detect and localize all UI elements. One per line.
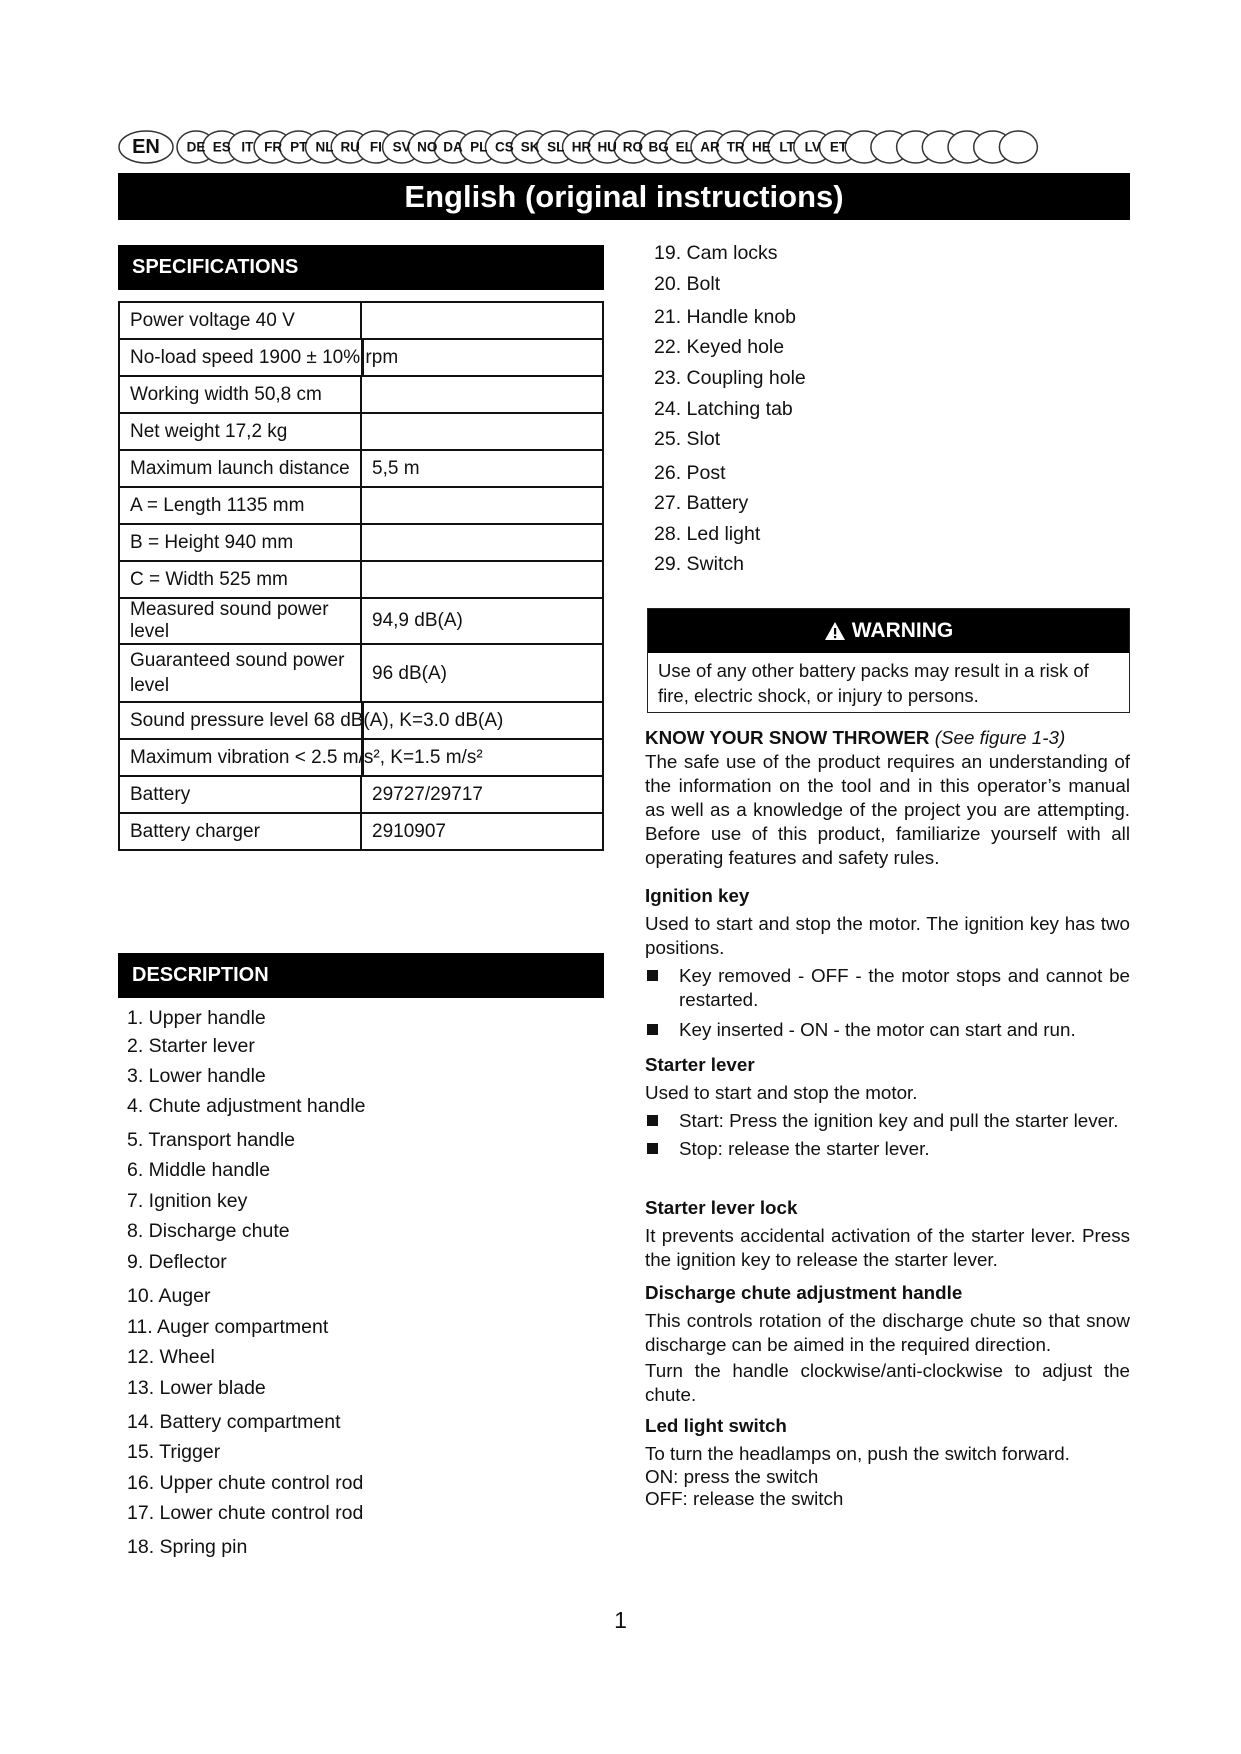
spec-row xyxy=(119,487,603,524)
figure-reference: (See figure 1-3) xyxy=(934,727,1066,748)
led-switch-heading: Led light switch xyxy=(645,1415,787,1436)
spec-row xyxy=(119,776,603,813)
lang-label: CS xyxy=(495,139,514,155)
lang-label: HE xyxy=(752,139,771,155)
bullet-square-icon xyxy=(647,1143,658,1154)
starter-lever-lock-heading: Starter lever lock xyxy=(645,1197,798,1218)
know-heading: KNOW YOUR SNOW THROWER xyxy=(645,727,930,748)
ignition-key-heading: Ignition key xyxy=(645,885,750,906)
led-switch-on: ON: press the switch xyxy=(645,1466,819,1487)
discharge-chute-text-1: This controls rotation of the discharge chute so that snow discharge can be aimed in the required direction. xyxy=(645,1310,1130,1355)
spec-cell-label: Net weight 17,2 kg xyxy=(119,413,361,450)
page-number: 1 xyxy=(614,1607,627,1633)
spec-cell-label: Measured sound power level xyxy=(119,598,361,644)
spec-cell-label: Battery xyxy=(119,776,361,813)
specifications-heading: SPECIFICATIONS xyxy=(118,245,604,290)
list-item: 7. Ignition key xyxy=(127,1190,248,1212)
list-item: 4. Chute adjustment handle xyxy=(127,1095,366,1117)
lang-label: SK xyxy=(520,139,540,155)
spec-cell-label: Maximum launch distance xyxy=(119,450,361,487)
lang-label: EL xyxy=(675,139,693,155)
lang-label: ES xyxy=(212,139,231,155)
spec-cell-label: No-load speed 1900 ± 10% rpm xyxy=(119,339,603,376)
discharge-chute-text-2: Turn the handle clockwise/anti-clockwise to adjust the chute. xyxy=(645,1360,1130,1405)
page-title-text: English (original instructions) xyxy=(404,178,844,214)
spec-cell-value xyxy=(361,413,603,450)
ignition-key-text: Used to start and stop the motor. The ignition key has two positions. xyxy=(645,913,1130,958)
lang-label: SV xyxy=(392,139,411,155)
spec-cell-label: Power voltage 40 V xyxy=(119,302,361,339)
spec-row xyxy=(119,561,603,598)
list-item: 21. Handle knob xyxy=(654,306,797,328)
spec-cell-label: Working width 50,8 cm xyxy=(119,376,361,413)
ignition-key-bullet-1: Key removed - OFF - the motor stops and cannot be restarted. xyxy=(645,964,1130,1012)
spec-row xyxy=(119,644,603,702)
starter-lever-bullet-1: Start: Press the ignition key and pull the starter lever. xyxy=(645,1109,1130,1133)
lang-label: NL xyxy=(315,139,334,155)
ignition-key-bullet-2: Key inserted - ON - the motor can start and run. xyxy=(645,1018,1130,1042)
spec-cell-value: 29727/29717 xyxy=(361,776,603,813)
spec-row xyxy=(119,450,603,487)
list-item: 15. Trigger xyxy=(127,1441,221,1463)
spec-cell-value: 5,5 m xyxy=(361,450,603,487)
language-selector xyxy=(118,129,1130,165)
led-switch-section xyxy=(645,1414,1130,1510)
list-item: 5. Transport handle xyxy=(127,1129,296,1151)
bullet-square-icon xyxy=(647,1024,658,1035)
list-item: 10. Auger xyxy=(127,1285,211,1307)
list-item: 22. Keyed hole xyxy=(654,336,785,358)
spec-row xyxy=(119,302,603,339)
spec-row xyxy=(119,702,603,739)
spec-row xyxy=(119,339,603,376)
discharge-chute-heading: Discharge chute adjustment handle xyxy=(645,1282,963,1303)
spec-cell-label: Maximum vibration < 2.5 m/s², K=1.5 m/s² xyxy=(119,739,603,776)
list-item: 12. Wheel xyxy=(127,1346,215,1368)
spec-cell-value xyxy=(361,524,603,561)
spec-cell-label: C = Width 525 mm xyxy=(119,561,361,598)
starter-lever-lock-section xyxy=(645,1196,1130,1272)
know-section xyxy=(645,726,1130,870)
page-title xyxy=(118,173,1130,220)
lang-label: AR xyxy=(700,139,720,155)
lang-label: LV xyxy=(804,139,821,155)
spec-cell-label: A = Length 1135 mm xyxy=(119,487,361,524)
spec-cell-value: 94,9 dB(A) xyxy=(361,598,603,644)
spec-cell-value xyxy=(361,487,603,524)
list-item: 11. Auger compartment xyxy=(127,1316,329,1338)
lang-label: PT xyxy=(290,139,308,155)
led-switch-text: To turn the headlamps on, push the switch forward. xyxy=(645,1443,1070,1464)
list-item: 9. Deflector xyxy=(127,1251,227,1273)
ignition-key-section xyxy=(645,884,1130,1042)
list-item: 6. Middle handle xyxy=(127,1159,271,1181)
list-item: 23. Coupling hole xyxy=(654,367,806,389)
lang-label: FI xyxy=(369,139,382,155)
spec-cell-value: 2910907 xyxy=(361,813,603,850)
spec-cell-value xyxy=(361,376,603,413)
warning-title: WARNING xyxy=(851,619,954,642)
warning-box xyxy=(647,608,1130,713)
lang-label: RU xyxy=(340,139,360,155)
spec-cell-label: Sound pressure level 68 dB(A), K=3.0 dB(A) xyxy=(119,702,603,739)
list-item: 24. Latching tab xyxy=(654,398,793,420)
list-item: 14. Battery compartment xyxy=(127,1411,341,1433)
know-text: The safe use of the product requires an understanding of the information on the tool and in this operator’s manual as well as a knowledge of the project you are attempting. Before use of this product, familiarize yourself with all operating features and safety rules. xyxy=(645,751,1130,868)
starter-lever-lock-text: It prevents accidental activation of the starter lever. Press the ignition key to release the starter lever. xyxy=(645,1225,1130,1270)
list-item: 2. Starter lever xyxy=(127,1035,255,1057)
spec-row xyxy=(119,813,603,850)
list-item: 13. Lower blade xyxy=(127,1377,266,1399)
lang-label: DA xyxy=(443,139,463,155)
lang-label: SL xyxy=(547,139,565,155)
list-item: 1. Upper handle xyxy=(127,1007,266,1029)
lang-label: ET xyxy=(829,139,848,155)
led-switch-off: OFF: release the switch xyxy=(645,1488,844,1509)
lang-label: IT xyxy=(241,139,254,155)
starter-lever-heading: Starter lever xyxy=(645,1054,755,1075)
list-item: 17. Lower chute control rod xyxy=(127,1502,364,1524)
lang-label: BG xyxy=(648,139,669,155)
spec-cell-value: 96 dB(A) xyxy=(361,644,603,702)
warning-text: Use of any other battery packs may result in a risk of fire, electric shock, or injury to persons. xyxy=(658,660,1089,706)
list-item: 3. Lower handle xyxy=(127,1065,266,1087)
lang-label: TR xyxy=(726,139,745,155)
bullet-square-icon xyxy=(647,1115,658,1126)
lang-label: HU xyxy=(597,139,617,155)
warning-triangle-icon xyxy=(824,621,846,641)
spec-row xyxy=(119,524,603,561)
lang-tab-empty[interactable] xyxy=(999,131,1037,163)
lang-label: PL xyxy=(470,139,488,155)
language-tabs xyxy=(118,129,1130,165)
spec-row xyxy=(119,376,603,413)
discharge-chute-section xyxy=(645,1281,1130,1407)
spec-row xyxy=(119,739,603,776)
lang-label: HR xyxy=(571,139,592,155)
list-item: 18. Spring pin xyxy=(127,1536,248,1558)
spec-cell-label: Guaranteed sound power level xyxy=(119,644,361,702)
spec-cell-label: Battery charger xyxy=(119,813,361,850)
spec-cell-label: B = Height 940 mm xyxy=(119,524,361,561)
lang-label: RO xyxy=(622,139,644,155)
starter-lever-text: Used to start and stop the motor. xyxy=(645,1082,918,1103)
list-item: 29. Switch xyxy=(654,553,744,575)
starter-lever-bullet-2: Stop: release the starter lever. xyxy=(645,1137,1130,1161)
description-heading: DESCRIPTION xyxy=(118,953,604,998)
starter-lever-section xyxy=(645,1053,1130,1161)
list-item: 28. Led light xyxy=(654,523,761,545)
list-item: 25. Slot xyxy=(654,428,721,450)
lang-label: NO xyxy=(417,139,438,155)
spec-row xyxy=(119,413,603,450)
warning-header xyxy=(648,609,1129,653)
spec-cell-value xyxy=(361,302,603,339)
lang-label: LT xyxy=(779,139,795,155)
list-item: 27. Battery xyxy=(654,492,749,514)
list-item: 8. Discharge chute xyxy=(127,1220,290,1242)
specifications-table xyxy=(118,301,604,851)
spec-cell-value xyxy=(361,561,603,598)
list-item: 16. Upper chute control rod xyxy=(127,1472,364,1494)
bullet-square-icon xyxy=(647,970,658,981)
lang-label: FR xyxy=(264,139,283,155)
list-item: 20. Bolt xyxy=(654,273,721,295)
lang-label-active: EN xyxy=(132,136,160,158)
list-item: 26. Post xyxy=(654,462,726,484)
list-item: 19. Cam locks xyxy=(654,242,778,264)
lang-label: DE xyxy=(186,139,206,155)
spec-row xyxy=(119,598,603,644)
